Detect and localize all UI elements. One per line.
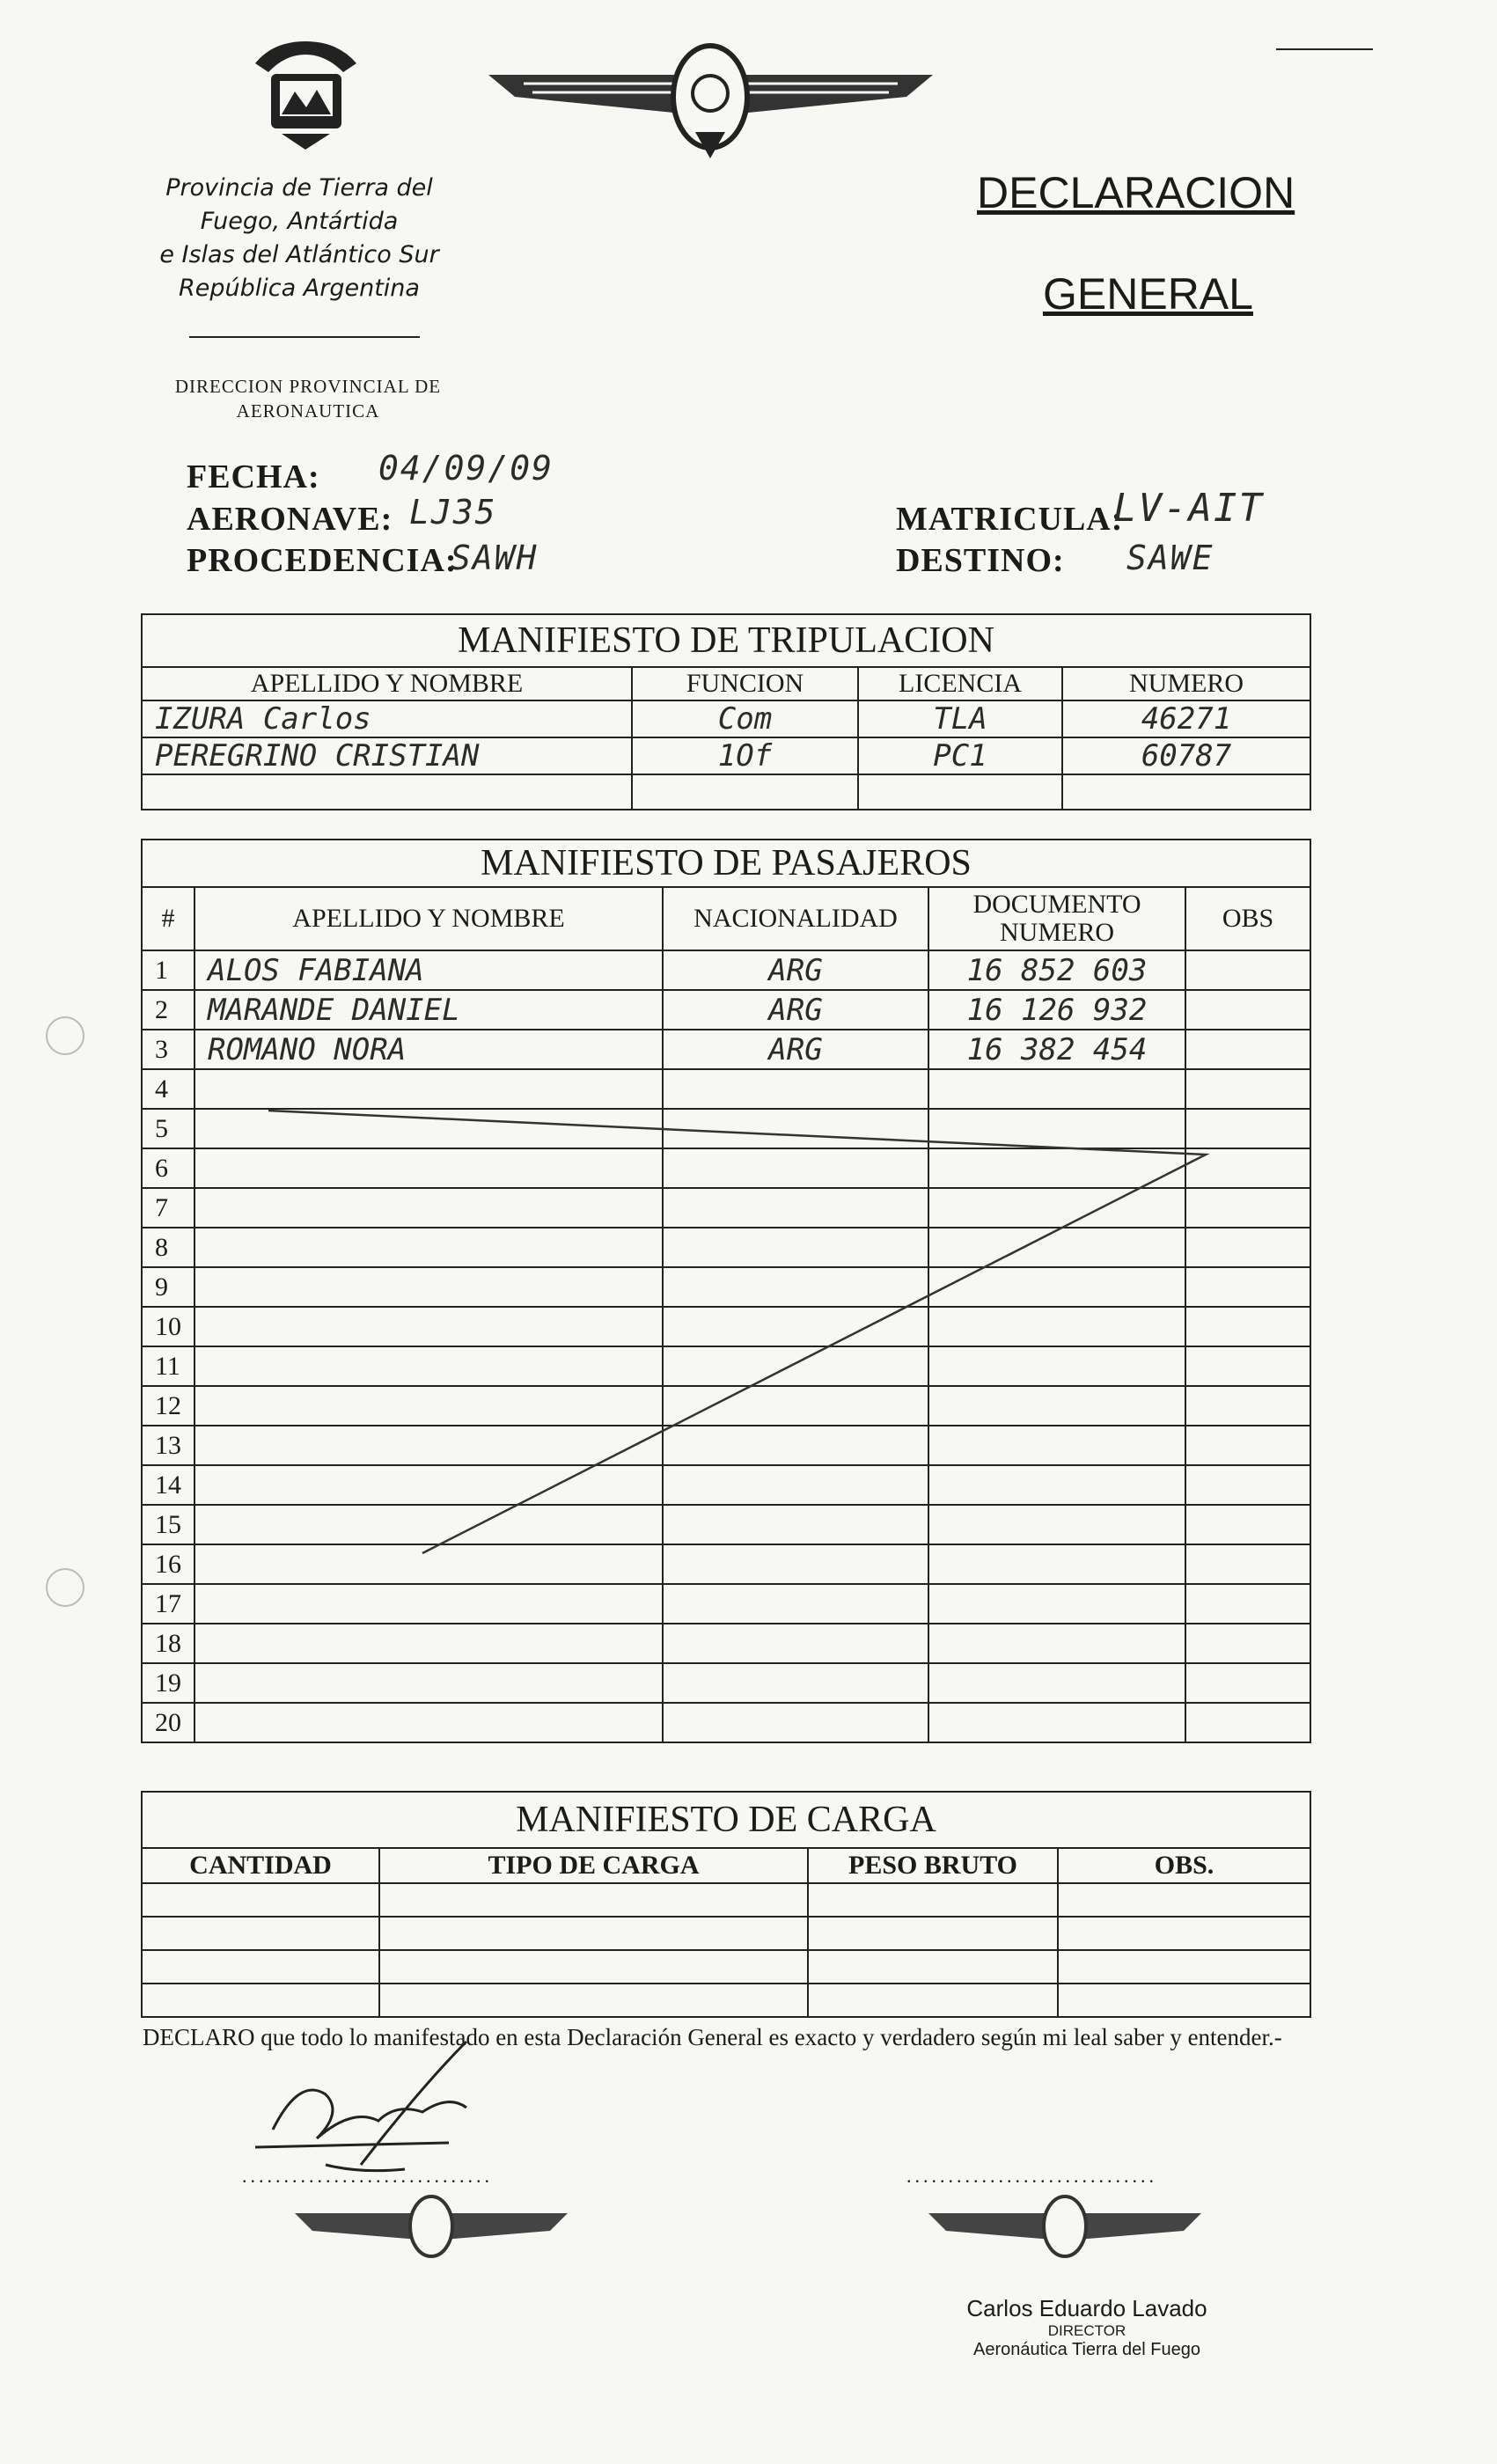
stamp-wings-icon-right [924,2191,1206,2262]
crew-licencia: TLA [858,700,1062,737]
title-general: GENERAL [1043,269,1253,319]
binder-hole [46,1568,84,1607]
pax-name: ROMANO NORA [194,1030,663,1069]
title-declaracion: DECLARACION [977,168,1295,217]
procedencia-label: PROCEDENCIA: [187,542,458,579]
pax-index: 20 [142,1703,194,1742]
pax-index: 2 [142,990,194,1030]
binder-hole [46,1016,84,1055]
crew-funcion: Com [632,700,858,737]
pax-index: 17 [142,1584,194,1624]
matricula-value: LV-AIT [1113,486,1264,531]
pax-col-index: # [142,887,194,950]
crew-col-numero: NUMERO [1062,667,1310,700]
pax-index: 10 [142,1307,194,1346]
pax-index: 13 [142,1426,194,1465]
procedencia-value: SAWH [451,539,539,577]
pax-col-name: APELLIDO Y NOMBRE [194,887,663,950]
director-org: Aeronáutica Tierra del Fuego [973,2340,1200,2359]
signature-line-right: .............................. [906,2165,1157,2187]
table-row [142,1950,1310,1984]
province-name: Provincia de Tierra del Fuego, Antártida e Islas del Atlántico Sur República Argentina [159,174,439,302]
crew-funcion: 1Of [632,737,858,774]
pax-index: 1 [142,950,194,990]
pax-index: 19 [142,1663,194,1703]
aeronave-value: LJ35 [409,493,497,532]
destino-label: DESTINO: [896,542,1065,579]
crew-name: IZURA Carlos [142,700,632,737]
destino-value: SAWE [1126,539,1214,577]
crew-licencia: PC1 [858,737,1062,774]
stamp-wings-icon-left [290,2191,572,2262]
pax-index: 18 [142,1624,194,1663]
signature-line-left: .............................. [242,2165,493,2187]
pax-documento: 16 126 932 [928,990,1185,1030]
pax-nacionalidad: ARG [663,1030,928,1069]
director-role: DIRECTOR [1047,2322,1126,2339]
pax-index: 3 [142,1030,194,1069]
cargo-col-obs: OBS. [1058,1848,1310,1883]
crew-col-name: APELLIDO Y NOMBRE [142,667,632,700]
table-row [142,1984,1310,2017]
crew-col-funcion: FUNCION [632,667,858,700]
cargo-table [141,1791,1311,2018]
cargo-col-peso: PESO BRUTO [808,1848,1058,1883]
crew-title: MANIFIESTO DE TRIPULACION [142,614,1310,667]
pax-col-obs: OBS [1185,887,1310,950]
pax-index: 4 [142,1069,194,1109]
pax-nacionalidad: ARG [663,990,928,1030]
pax-index: 6 [142,1148,194,1188]
pax-documento: 16 382 454 [928,1030,1185,1069]
pax-index: 12 [142,1386,194,1426]
pax-index: 8 [142,1228,194,1267]
director-name: Carlos Eduardo Lavado [966,2295,1207,2321]
pax-nacionalidad: ARG [663,950,928,990]
aeronave-label: AERONAVE: [187,501,393,538]
pax-col-documento-line2: NUMERO [999,918,1114,947]
pax-col-nacionalidad: NACIONALIDAD [663,887,928,950]
crew-numero: 46271 [1062,700,1310,737]
pax-index: 5 [142,1109,194,1148]
pax-index: 15 [142,1505,194,1544]
matricula-label: MATRICULA: [896,501,1124,538]
pax-index: 7 [142,1188,194,1228]
declaration-text: DECLARO que todo lo manifestado en esta Declaración General es exacto y verdadero según mi leal saber y entender.- [143,2024,1282,2050]
crew-col-licencia: LICENCIA [858,667,1062,700]
fecha-label: FECHA: [187,458,320,495]
pax-documento: 16 852 603 [928,950,1185,990]
cargo-col-tipo: TIPO DE CARGA [379,1848,808,1883]
pax-col-documento-line1: DOCUMENTO [972,890,1141,919]
cargo-col-cantidad: CANTIDAD [142,1848,379,1883]
director-stamp [959,2295,1214,2360]
pax-index: 11 [142,1346,194,1386]
crew-name: PEREGRINO CRISTIAN [142,737,632,774]
crew-numero: 60787 [1062,737,1310,774]
pax-name: MARANDE DANIEL [194,990,663,1030]
direction-name: DIRECCION PROVINCIAL DE AERONAUTICA [174,376,442,422]
pax-name: ALOS FABIANA [194,950,663,990]
pax-index: 16 [142,1544,194,1584]
passenger-title: MANIFIESTO DE PASAJEROS [142,840,1310,887]
fecha-value: 04/09/09 [378,449,554,488]
table-row [142,1917,1310,1950]
pax-index: 9 [142,1267,194,1307]
pax-index: 14 [142,1465,194,1505]
cargo-title: MANIFIESTO DE CARGA [142,1792,1310,1848]
table-row [142,1883,1310,1917]
